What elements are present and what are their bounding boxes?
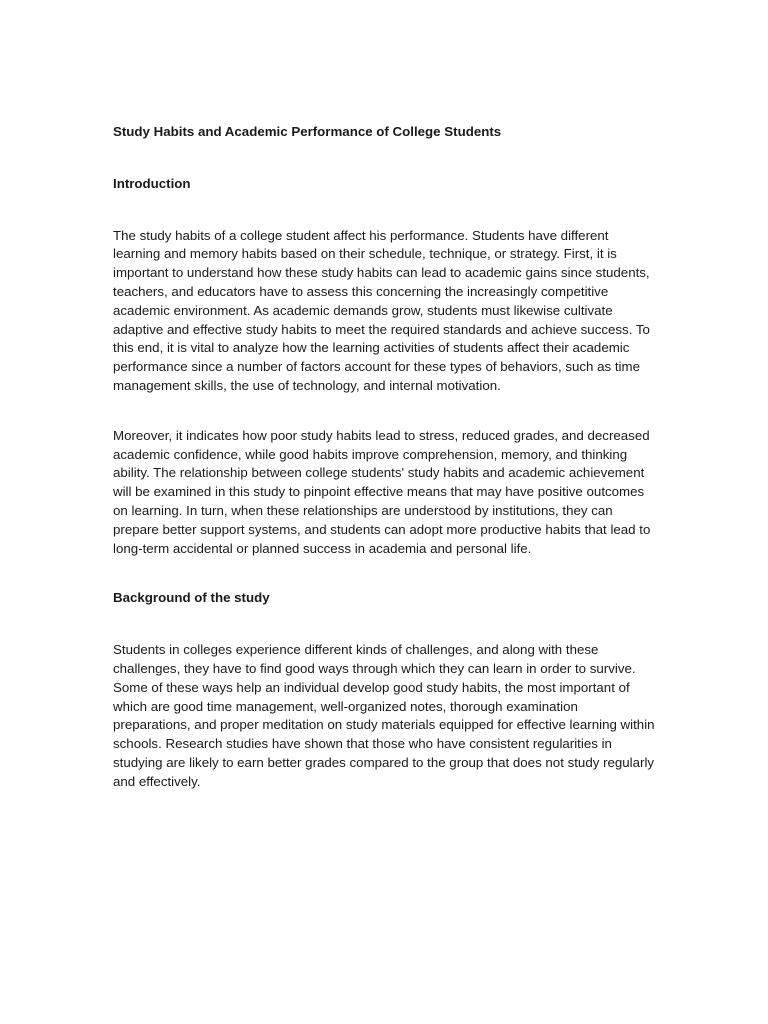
- section-heading-introduction: Introduction: [113, 175, 191, 191]
- document-title: Study Habits and Academic Performance of College Students: [113, 124, 502, 139]
- paragraph: Moreover, it indicates how poor study habits lead to stress, reduced grades, and decreased academic confidence, while good habits improve comprehension, memory, and thinking ability. The relationship between college students' study habits and academic achievement will be examined in this study to pinpoint effective means that may have positive outcomes on learning. In turn, when these relationships are understood by institutions, they can prepare better support systems, and students can adopt more productive habits that lead to long-term accidental or planned success in academia and personal life.: [113, 427, 651, 556]
- paragraph: The study habits of a college student affect his performance. Students have different learning and memory habits based on their schedule, technique, or strategy. First, it is important to understand how these study habits can lead to academic gains since students, teachers, and educators have to assess this concerning the increasingly competitive academic environment. As academic demands grow, students must likewise cultivate adaptive and effective study habits to meet the required standards and achieve success. To this end, it is vital to analyze how the learning activities of students affect their academic performance since a number of factors account for these types of behaviors, such as time management skills, the use of technology, and internal motivation.: [113, 227, 650, 393]
- document-body: [113, 123, 658, 823]
- section-heading-background: Background of the study: [113, 590, 270, 606]
- paragraph: Students in colleges experience different kinds of challenges, and along with these challenges, they have to find good ways through which they can learn in order to survive. Some of these ways help an individual develop good study habits, the most important of which are good time management, well-organized notes, thorough examination preparations, and proper meditation on study materials equipped for effective learning within schools. Research studies have shown that those who have consistent regularities in studying are likely to earn better grades compared to the group that does not study regularly and effectively.: [113, 642, 655, 789]
